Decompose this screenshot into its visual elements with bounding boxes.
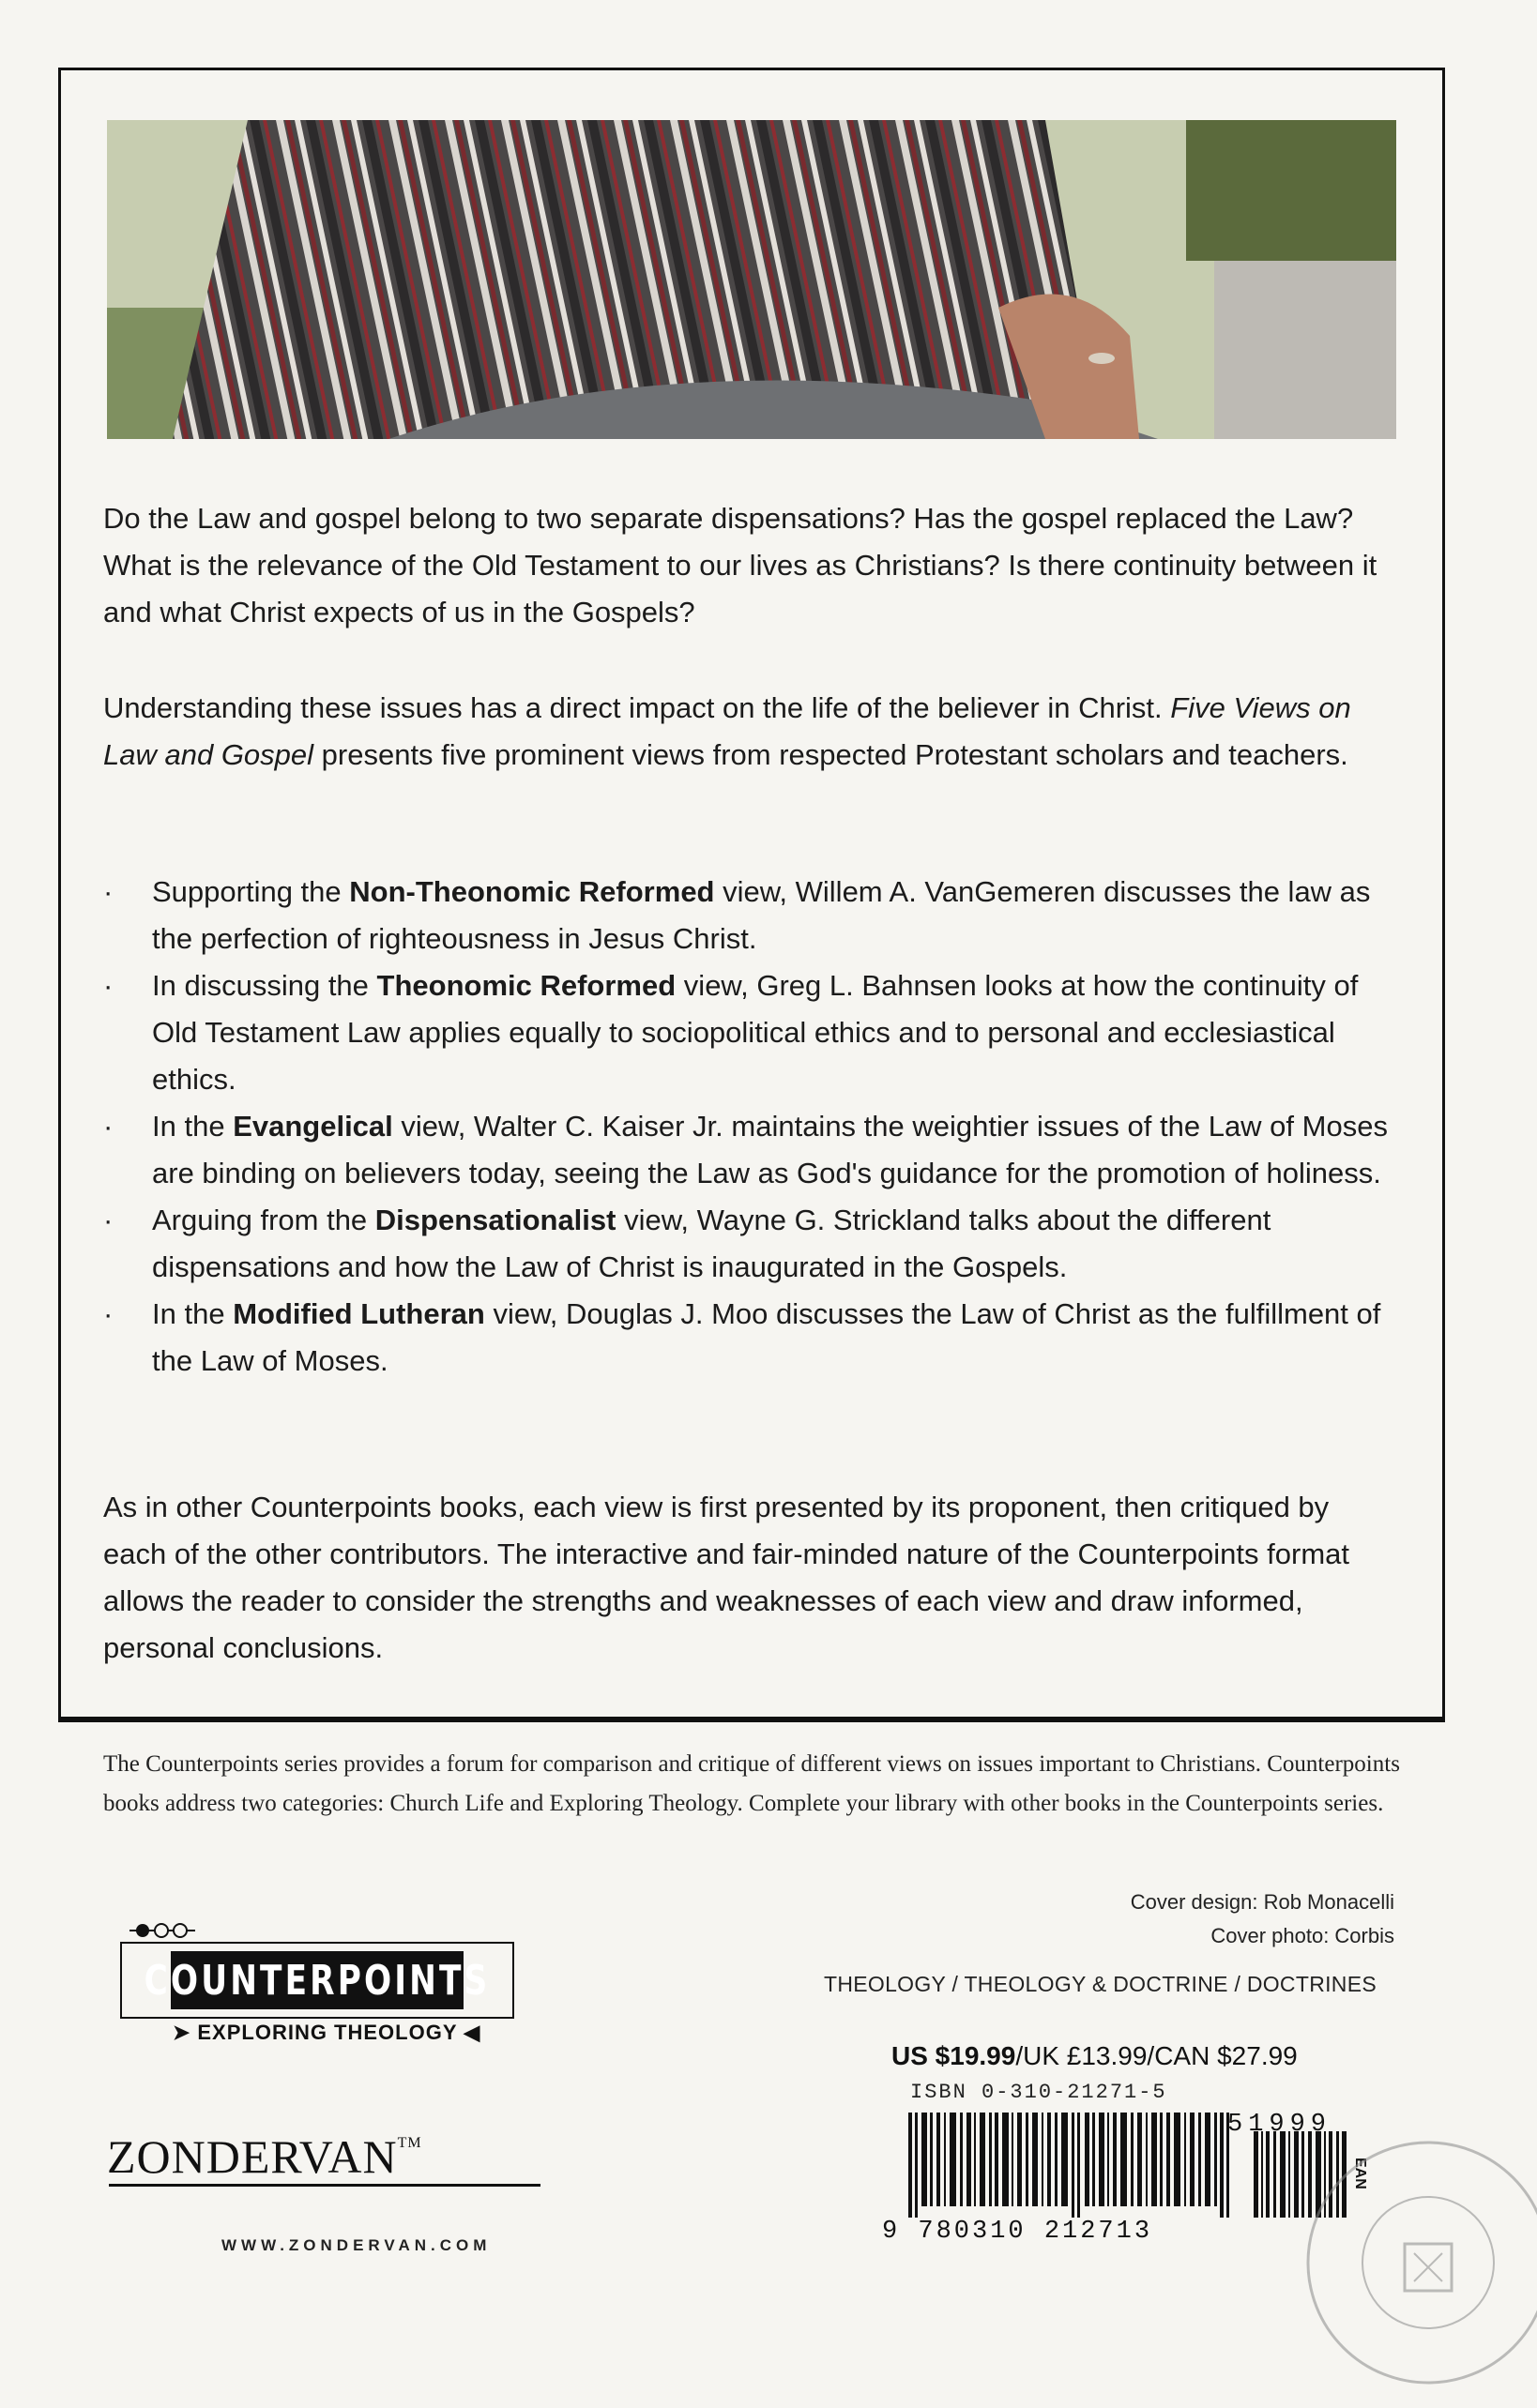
publisher-url: WWW.ZONDERVAN.COM	[221, 2236, 492, 2254]
list-item	[103, 1197, 1398, 1291]
bullet-icon: ·	[103, 1204, 114, 1236]
exploring-theology-label	[139, 2021, 514, 2045]
cover-photo	[107, 120, 1396, 439]
bullet-pre: Supporting the	[152, 875, 350, 908]
closing-text: As in other Counterpoints books, each view is first presented by its proponent, then critiqued by each of the other contributors. The interactive and fair-minded nature of the Counterpoints format allows the reader to consider the strengths and weaknesses of each view and draw informed, personal conclusions.	[103, 1491, 1350, 1664]
list-item	[103, 1103, 1398, 1197]
view-name: Non-Theonomic Reformed	[349, 875, 715, 908]
closing-paragraph	[103, 1484, 1398, 1672]
bullet-post: view, Walter C. Kaiser Jr. maintains the weightier issues of the Law of Moses are binding on believers today, seeing the Law as God's guidance for the promotion of holiness.	[152, 1110, 1388, 1189]
counterpoints-badge	[120, 1942, 514, 2019]
cover-design-credit: Cover design: Rob Monacelli	[1130, 1890, 1394, 1914]
bullet-post: view, Greg L. Bahnsen looks at how the continuity of Old Testament Law applies equally to sociopolitical ethics and to personal and ecclesiastical ethics.	[152, 969, 1359, 1096]
counterpoints-wordmark: COUNTERPOINTS	[171, 1951, 464, 2009]
bullet-icon: ·	[103, 1297, 114, 1330]
arrow-right-icon: ➤	[172, 2021, 198, 2044]
photo-credits	[1131, 1886, 1394, 1953]
list-item	[103, 869, 1398, 962]
bullet-pre: In discussing the	[152, 969, 377, 1002]
bullet-pre: In the	[152, 1297, 234, 1330]
price-line	[891, 2041, 1298, 2071]
isbn-label: ISBN 0-310-21271-5	[910, 2081, 1167, 2104]
counterpoints-logo	[101, 1906, 542, 2047]
book-title-italic: Five Views on Law and Gospel	[103, 691, 1351, 771]
view-name: Modified Lutheran	[233, 1297, 485, 1330]
barcode-number: 9 780310 212713	[882, 2218, 1153, 2246]
barcode-addon: 51999	[1227, 2111, 1332, 2139]
zondervan-wordmark: ZONDERVAN	[107, 2130, 398, 2183]
trademark-mark: TM	[397, 2135, 422, 2151]
bullet-pre: In the	[152, 1110, 234, 1143]
view-name: Evangelical	[233, 1110, 393, 1143]
view-name: Theonomic Reformed	[376, 969, 677, 1002]
store-seal-icon	[1287, 2122, 1537, 2403]
list-item	[103, 1291, 1398, 1385]
bullet-post: view, Willem A. VanGemeren discusses the law as the perfection of righteousness in Jesus Christ.	[152, 875, 1371, 955]
cover-photo-credit: Cover photo: Corbis	[1210, 1924, 1394, 1947]
intro-text: Do the Law and gospel belong to two separate dispensations? Has the gospel replaced the Law? What is the relevance of the Old Testament to our lives as Christians? Is there continuity between it and what Christ expects of us in the Gospels?	[103, 502, 1377, 629]
other-prices: /UK £13.99/CAN $27.99	[1015, 2041, 1298, 2070]
impact-paragraph	[103, 685, 1398, 779]
ean-label: EAN	[1352, 2158, 1368, 2189]
bullet-post: view, Wayne G. Strickland talks about the different dispensations and how the Law of Christ is inaugurated in the Gospels.	[152, 1204, 1271, 1283]
view-name: Dispensationalist	[374, 1204, 616, 1236]
bullet-post: view, Douglas J. Moo discusses the Law of Christ as the fulfillment of the Law of Moses.	[152, 1297, 1381, 1377]
us-price: US $19.99	[891, 2041, 1016, 2070]
impact-text-after: presents five prominent views from respected Protestant scholars and teachers.	[313, 738, 1348, 771]
impact-text	[103, 685, 1398, 779]
zondervan-underline	[109, 2184, 540, 2187]
three-dots-icon	[129, 1919, 195, 1942]
list-item	[103, 962, 1398, 1103]
arrow-left-icon: ◀	[457, 2021, 481, 2044]
bullet-icon: ·	[103, 875, 114, 908]
bullet-pre: Arguing from the	[152, 1204, 375, 1236]
intro-paragraph	[103, 495, 1398, 636]
store-watermark	[1287, 2122, 1537, 2403]
section-divider	[58, 1717, 1445, 1719]
subject-category: THEOLOGY / THEOLOGY & DOCTRINE / DOCTRINES	[824, 1972, 1377, 1996]
exploring-theology-text: EXPLORING THEOLOGY	[197, 2021, 458, 2044]
bullet-icon: ·	[103, 969, 114, 1002]
impact-text-before: Understanding these issues has a direct impact on the life of the believer in Christ.	[103, 691, 1171, 724]
series-note: The Counterpoints series provides a forum for comparison and critique of different views on issues important to Christians. Counterpoints books address two categories: Church Life and Exploring Theology. Complete your library with other books in the Counterpoints series.	[103, 1751, 1400, 1816]
views-list	[103, 869, 1398, 1385]
bullet-icon: ·	[103, 1110, 114, 1143]
zondervan-logo	[107, 2129, 422, 2184]
cover-photo-image	[107, 120, 1396, 439]
